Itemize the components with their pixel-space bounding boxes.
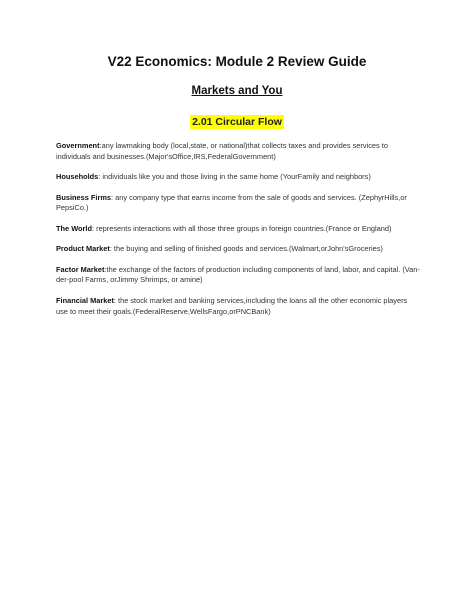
definition-text: :the exchange of the factors of production including components of land, labor, and capital. (Van-der-pool Farms, orJimmy Shrimps, or amine) (56, 264, 420, 285)
definition-financial-market (56, 296, 420, 318)
definition-text: :any lawmaking body (local,state, or national)that collects taxes and provides services to individuals and businesses.(Major'sOffice,IRS,FederalGovernment) (56, 141, 388, 161)
definition-term: Households (56, 172, 99, 182)
definition-term: Business Firms (56, 192, 112, 202)
definition-households (56, 172, 420, 183)
definition-term: Government (56, 141, 100, 150)
definition-text: : any company type that earns income from the sale of goods and services. (ZephyrHills,or PepsiCo.) (56, 192, 407, 213)
definition-government (56, 141, 420, 163)
definition-business-firms (56, 193, 420, 215)
section-heading (0, 116, 474, 128)
definition-term: Financial Market (56, 295, 114, 305)
definitions-list (56, 141, 420, 327)
document-title: V22 Economics: Module 2 Review Guide (107, 54, 367, 69)
definition-text: : the buying and selling of finished goods and services.(Walmart,orJohn'sGroceries) (109, 244, 383, 254)
definition-text: : represents interactions with all those three groups in foreign countries.(France or England) (92, 223, 392, 233)
section-heading-highlight: 2.01 Circular Flow (192, 116, 282, 128)
document-subtitle (0, 85, 474, 97)
definition-text: : the stock market and banking services,including the loans all the other economic players use to meet their goals.(FederalReserve,WellsFargo,orPNCBank) (56, 295, 408, 316)
definition-term: Product Market (56, 244, 110, 254)
definition-term: The World (56, 223, 92, 233)
definition-term: Factor Market (56, 264, 105, 274)
definition-the-world (56, 224, 420, 235)
definition-factor-market (56, 265, 420, 287)
definition-text: : individuals like you and those living in the same home (YourFamily and neighbors) (98, 172, 371, 182)
subtitle-text: Markets and You (191, 85, 283, 97)
definition-product-market (56, 244, 420, 255)
